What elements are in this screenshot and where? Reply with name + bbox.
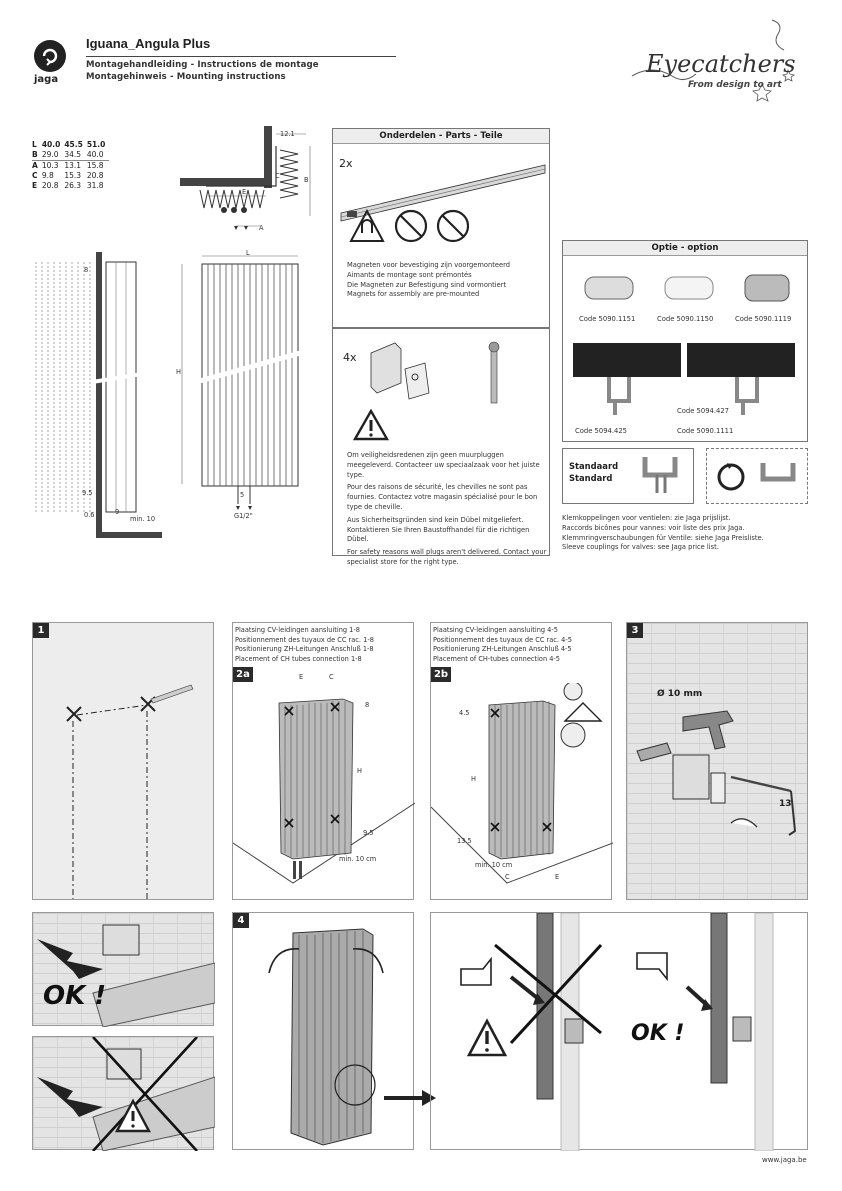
header-line: Positionierung ZH-Leitungen Anschluß 4-5 [433,645,572,654]
table-cell: E [32,181,38,190]
header-line: Plaatsing CV-leidingen aansluiting 1-8 [235,626,360,634]
table-row [32,150,109,161]
header-line: Placement of CH tubes connection 1-8 [235,654,362,663]
valve-code: Code 5090.1111 [677,427,734,435]
table-cell: 34.5 [64,150,82,159]
magnet-note-line: Magnets for assembly are pre-mounted [347,290,480,299]
warning-de: Aus Sicherheitsgründen sind kein Dübel mitgeliefert. Kontaktieren Sie Ihren Baustoffhandel für die richtigen Dübel. [347,515,530,544]
table-cell: 29.0 [41,150,59,159]
clamp-note-line: Klemkoppelingen voor ventielen: zie Jaga prijslijst. [562,514,731,522]
table-row [32,171,109,181]
magnet-note-line: Aimants de montage sont prémontés [347,270,472,279]
step-2b-header [433,626,611,664]
front-view-drawing [172,248,312,528]
jaga-logo-icon [34,40,66,72]
dim-label: 9 [115,508,120,516]
step-1-drawing [55,659,215,899]
comparison-drawing [431,913,809,1151]
dim-label: 9.5 [82,489,93,497]
dim-label: 4.5 [459,709,470,717]
dim-label: C [275,172,280,180]
clamp-note-line: Klemmringverschaubungen für Ventile: siehe Jaga Preisliste. [562,533,764,542]
comparison-panel [430,912,808,1150]
ok-example-panel [32,912,214,1026]
table-cell: 15.8 [87,161,110,172]
table-row [32,140,109,150]
magnet-warning-icons [349,209,469,245]
step-4-drawing [233,913,415,1151]
step-3-drawing [627,693,809,853]
dim-label: H [471,775,476,783]
drill-size-label: Ø 10 mm [657,689,703,699]
clamp-notes [562,514,808,553]
header-line: Placement of CH-tubes connection 4-5 [433,654,560,663]
table-row [32,161,109,172]
header-line: Positionnement des tuyaux de CC rac. 4-5 [433,635,572,644]
dim-label: 0.6 [84,511,95,519]
dim-label: 9.5 [363,829,374,837]
standard-box [562,448,694,504]
logo-text: jaga [34,74,59,85]
dim-label: H [357,767,362,775]
dim-label: min. 10 cm [339,855,377,863]
dimensions-table [32,140,109,191]
option-code: Code 5090.1151 [579,315,636,323]
step-4-number: 4 [233,913,249,928]
warning-triangle-icon [353,409,389,441]
bracket-screw-icon [367,339,537,409]
dim-label: min. 10 cm [475,861,513,869]
dim-label: 5 [240,491,245,499]
dim-label: E [555,873,560,881]
dim-label: C [329,673,334,681]
clamp-note-line: Raccords bicônes pour vannes: voir liste des prix Jaga. [562,523,745,532]
table-cell: 20.8 [41,181,59,190]
dim-label: H [176,368,181,376]
step-2a-header [235,626,413,664]
dim-label: 8 [84,266,89,274]
dim-label: G1/2" [234,512,253,520]
table-cell: 40.0 [41,140,61,149]
standard-label-2: Standard [569,473,613,483]
header-line: Positionnement des tuyaux de CC rac. 1-8 [235,635,374,644]
swap-arrows-icon [713,459,803,499]
wrench-size-label: 13 [779,799,792,809]
footer-url[interactable]: www.jaga.be [762,1156,807,1164]
table-cell: L [32,140,37,149]
magnet-notes [347,261,547,300]
warning-notes [347,451,547,568]
table-cell: 20.8 [86,171,104,180]
parts-panel-title: Onderdelen - Parts - Teile [333,129,549,144]
alternate-box [706,448,808,504]
clamp-note-line: Sleeve couplings for valves: see Jaga price list. [562,543,719,552]
step-1-number: 1 [33,623,49,638]
option-code: Code 5090.1119 [735,315,792,323]
dim-label: min. 10 [130,515,156,523]
table-cell: 40.0 [86,150,104,159]
ok-label: OK ! [43,981,107,1011]
valve-code: Code 5094.425 [575,427,627,435]
brackets-panel [332,328,550,566]
plan-view-drawing [176,126,322,238]
step-1-panel [32,622,214,900]
table-row [32,181,109,191]
warning-en: For safety reasons wall plugs aren't delivered. Contact your specialist store for the right type. [347,548,547,566]
title-divider [86,56,396,57]
standard-label-1: Standaard [569,461,619,471]
valve-code: Code 5094.427 [677,407,729,415]
table-cell: 13.1 [64,161,87,172]
table-cell: 51.0 [86,140,106,149]
option-code: Code 5090.1150 [657,315,714,323]
rail-quantity: 2x [339,157,353,170]
header-line: Positionierung ZH-Leitungen Anschluß 1-8 [235,645,374,654]
table-cell: B [32,150,38,159]
dim-label: E [242,188,247,196]
subtitle-1: Montagehandleiding - Instructions de montage [86,60,319,70]
step-2a-drawing [233,683,415,901]
side-view-drawing [32,252,162,542]
dim-label: B [304,176,309,184]
not-ok-example-panel [32,1036,214,1150]
table-cell: 45.5 [64,140,83,149]
thermostat-heads-icon [577,267,799,317]
brand-tagline: From design to art [688,80,782,90]
header-line: Plaatsing CV-leidingen aansluiting 4-5 [433,626,558,634]
standard-valve-icon [635,453,693,501]
table-cell: 15.3 [64,171,82,180]
subtitle-2: Montagehinweis - Mounting instructions [86,72,286,82]
table-cell: 9.8 [41,171,54,180]
magnet-note-line: Die Magneten zur Befestigung sind vormontiert [347,280,507,289]
option-panel-title: Optie - option [563,241,807,256]
page-title: Iguana_Angula Plus [86,36,211,51]
step-3-panel [626,622,808,900]
step-2a-number: 2a [233,667,253,682]
step-4-panel [232,912,414,1150]
warning-nl: Om veiligheidsredenen zijn geen muurpluggen meegeleverd. Contacteer uw speciaalzaak voor het juiste type. [347,451,540,479]
bracket-quantity: 4x [343,351,357,364]
dim-label: C [505,873,510,881]
arrow-right-icon [384,1088,436,1108]
parts-panel [332,128,550,328]
step-2b-panel [430,622,612,900]
not-ok-bracket-drawing [33,1037,215,1151]
table-cell: 31.8 [86,181,104,190]
dim-label: A [259,224,264,232]
table-cell: 10.3 [42,161,65,172]
warning-fr: Pour des raisons de sécurité, les chevilles ne sont pas fournies. Contactez votre magasin spécialisé pour le bon type de cheville. [347,483,538,511]
valve-images-icon [573,343,803,439]
ok-label-right: OK ! [631,1021,685,1046]
magnet-note-line: Magneten voor bevestiging zijn voorgemonteerd [347,261,510,269]
dim-label: 13.5 [457,837,472,845]
step-3-number: 3 [627,623,643,638]
step-2a-panel [232,622,414,900]
dim-label: 12.1 [280,130,295,138]
dim-label: E [299,673,304,681]
table-cell: C [32,171,38,180]
dim-label: L [246,249,250,257]
table-cell: 26.3 [64,181,82,190]
brand-name: Eyecatchers [646,50,796,78]
step-2b-number: 2b [431,667,451,682]
option-panel [562,240,808,442]
dim-label: 8 [365,701,370,709]
table-cell: A [32,161,42,172]
